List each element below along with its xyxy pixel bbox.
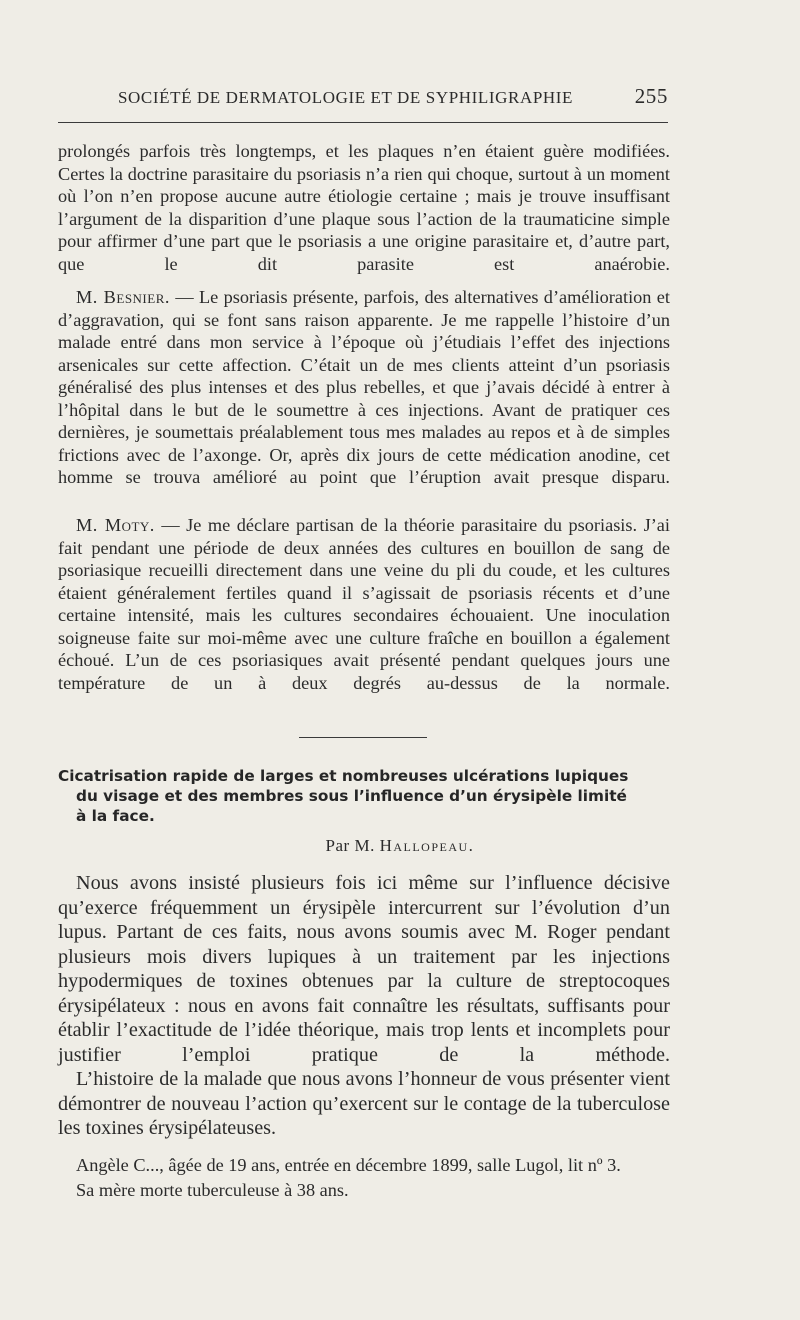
besnier-text: — Le psoriasis présente, parfois, des alternatives d’amélioration et d’aggravation, qui se font sans raison apparente. Je me rappelle l’histoire d’un malade entré dans mon service à l’époque où j’étudiais l’effet des injections arsenicales sur cette affection. C’était un de mes clients atteint d’un psoriasis généralisé des plus intenses et des plus rebelles, et que j’avais décidé à entrer à l’hôpital dans le but de le soumettre à ces injections. Avant de pratiquer ces dernières, je soumettais préalablement tous mes malades au repos et à de simples frictions avec de l’axonge. Or, après dix jours de cette médication anodine, cet homme se trouva amélioré au point que l’éruption avait presque disparu.: [58, 287, 670, 488]
continuation-text: prolongés parfois très longtemps, et les plaques n’en étaient guère modifiées. Certes la doctrine parasitaire du psoriasis n’a rien qui choque, surtout à un moment où l’on n’en propose aucune autre étiologie certaine ; mais je trouve insuffisant l’argument de la disparition d’une plaque sous l’action de la traumaticine simple pour affirmer d’une part que le psoriasis a une origine parasitaire et, d’autre part, que le dit parasite est anaérobie.: [58, 141, 670, 274]
section-title-line-2: du visage et des membres sous l’influence d’un érysipèle limité: [76, 787, 627, 805]
article-paragraph-2: L’histoire de la malade que nous avons l’honneur de vous présenter vient démontrer de nouveau l’action qu’exercent sur le contage de la tuberculose les toxines érysipélateuses.: [58, 1068, 670, 1140]
section-title-line-1: Cicatrisation rapide de larges et nombreuses ulcérations lupiques: [58, 767, 629, 785]
section-title: [58, 766, 670, 826]
mother-line: Sa mère morte tuberculeuse à 38 ans.: [76, 1179, 349, 1200]
continuation-paragraph: [58, 140, 670, 275]
moty-paragraph: [58, 514, 670, 694]
byline-author: Hallopeau.: [379, 836, 475, 855]
running-title: SOCIÉTÉ DE DERMATOLOGIE ET DE SYPHILIGRAPHIE: [118, 88, 574, 107]
page-number: 255: [634, 84, 668, 108]
patient-line: Angèle C..., âgée de 19 ans, entrée en décembre 1899, salle Lugol, lit nº 3.: [76, 1155, 621, 1175]
section-separator: [299, 737, 427, 738]
header-rule: [58, 122, 668, 123]
section-title-line-3: à la face.: [76, 807, 155, 825]
besnier-intervention: [58, 286, 670, 489]
byline-prefix: Par M.: [325, 836, 380, 855]
moty-speaker: M. Moty.: [76, 515, 155, 535]
besnier-paragraph: [58, 286, 670, 489]
moty-intervention: [58, 514, 670, 694]
article-body: [58, 871, 670, 1141]
besnier-speaker: M. Besnier.: [76, 287, 170, 307]
running-head: [118, 84, 668, 114]
byline: [0, 836, 800, 856]
article-paragraph-1: Nous avons insisté plusieurs fois ici même sur l’influence décisive qu’exerce fréquemment un érysipèle intercurrent sur l’évolution d’un lupus. Partant de ces faits, nous avons soumis avec M. Roger pendant plusieurs mois divers lupiques à un traitement par les injections hypodermiques de toxines obtenues par la culture de streptocoques érysipélateux : nous en avons fait connaître les résultats, suffisants pour établir l’exactitude de l’idée théorique, mais trop lents et incomplets pour justifier l’emploi pratique de la méthode.: [58, 872, 670, 1066]
moty-text: — Je me déclare partisan de la théorie parasitaire du psoriasis. J’ai fait pendant une période de deux années des cultures en bouillon de sang de psoriasique recueilli directement dans une veine du pli du coude, et les cultures étaient généralement fertiles quand il s’agissait de psoriasis récents et d’une certaine intensité, mais les cultures secondaires échouaient. Une inoculation soigneuse faite sur moi-même avec une culture fraîche en bouillon a également échoué. L’un de ces psoriasiques avait présenté pendant quelques jours une température de un à deux degrés au-dessus de la normale.: [58, 515, 670, 693]
patient-details: [58, 1154, 670, 1201]
